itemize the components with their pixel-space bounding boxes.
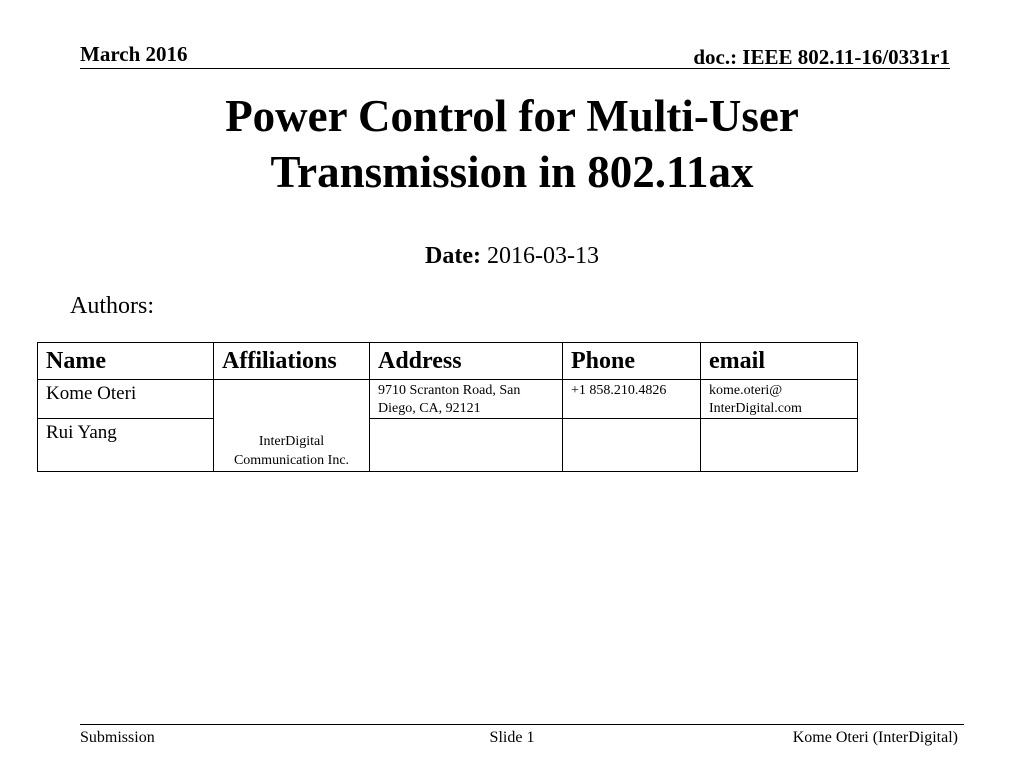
author-address <box>370 380 563 419</box>
header-affiliations: Affiliations <box>214 343 370 380</box>
footer-submission: Submission <box>80 729 155 746</box>
author-affiliation <box>214 380 370 472</box>
author-email <box>701 419 858 472</box>
author-phone <box>563 419 701 472</box>
footer-author: Kome Oteri (InterDigital) <box>792 729 958 746</box>
authors-label: Authors: <box>70 293 154 319</box>
table-row <box>38 380 858 419</box>
authors-table <box>37 342 858 472</box>
author-phone: +1 858.210.4826 <box>563 380 701 419</box>
email-line1: kome.oteri@ <box>709 383 783 398</box>
author-name: Kome Oteri <box>38 380 214 419</box>
header-date: March 2016 <box>80 42 188 66</box>
email-line2: InterDigital.com <box>709 401 802 416</box>
header-email: email <box>701 343 858 380</box>
header-doc-id: doc.: IEEE 802.11-16/0331r1 <box>693 45 950 69</box>
footer-slide-number: Slide 1 <box>489 729 535 746</box>
affiliation-line2: Communication Inc. <box>233 453 350 468</box>
slide-title-line1: Power Control for Multi-User <box>225 91 799 141</box>
address-line2: Diego, CA, 92121 <box>378 401 481 416</box>
slide-title-line2: Transmission in 802.11ax <box>270 147 754 197</box>
address-line1: 9710 Scranton Road, San <box>378 383 521 398</box>
date-line <box>0 241 1024 271</box>
slide-title <box>0 88 1024 200</box>
header-phone: Phone <box>563 343 701 380</box>
header-rule <box>80 68 950 69</box>
table-header-row <box>38 343 858 380</box>
affiliation-line1: InterDigital <box>258 434 325 449</box>
author-name: Rui Yang <box>38 419 214 472</box>
date-label: Date: <box>425 243 481 269</box>
date-value: 2016-03-13 <box>486 243 599 269</box>
author-email <box>701 380 858 419</box>
header-address: Address <box>370 343 563 380</box>
author-address <box>370 419 563 472</box>
header-name: Name <box>38 343 214 380</box>
footer-rule <box>80 724 964 725</box>
table-row <box>38 419 858 472</box>
